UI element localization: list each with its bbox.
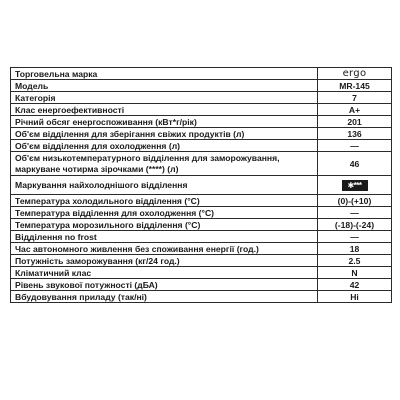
table-row-chill-volume — [11, 140, 392, 152]
annual-consumption-value: 201 — [318, 116, 392, 128]
table-row-no-frost — [11, 231, 392, 243]
table-row-brand — [11, 68, 392, 80]
table-row-autonomy — [11, 243, 392, 255]
table-row-category — [11, 92, 392, 104]
table-row-chill-temp — [11, 207, 392, 219]
category-value: 7 — [318, 92, 392, 104]
built-in-label: Вбудовування приладу (так/ні) — [11, 291, 318, 303]
built-in-value: Ні — [318, 291, 392, 303]
fridge-temp-value: (0)-(+10) — [318, 195, 392, 207]
annual-consumption-label: Річний обсяг енергоспоживання (кВт*г/рік) — [11, 116, 318, 128]
table-row-freezer-temp — [11, 219, 392, 231]
fresh-volume-value: 136 — [318, 128, 392, 140]
noise-value: 42 — [318, 279, 392, 291]
fridge-temp-label: Температура холодильного відділення (°C) — [11, 195, 318, 207]
no-frost-label: Відділення no frost — [11, 231, 318, 243]
autonomy-label: Час автономного живлення без споживання енергії (год.) — [11, 243, 318, 255]
noise-label: Рівень звукової потужності (дБА) — [11, 279, 318, 291]
table-row-marking — [11, 176, 392, 195]
spec-table — [10, 67, 392, 303]
table-row-fresh-volume — [11, 128, 392, 140]
table-row-energy-class — [11, 104, 392, 116]
table-row-noise — [11, 279, 392, 291]
energy-class-label: Клас енергоефективності — [11, 104, 318, 116]
table-row-fridge-temp — [11, 195, 392, 207]
chill-volume-value: — — [318, 140, 392, 152]
table-row-annual-consumption — [11, 116, 392, 128]
climate-class-value: N — [318, 267, 392, 279]
chill-volume-label: Об'єм відділення для охолодження (л) — [11, 140, 318, 152]
freezer-temp-value: (-18)-(-24) — [318, 219, 392, 231]
energy-class-value: A+ — [318, 104, 392, 116]
autonomy-value: 18 — [318, 243, 392, 255]
table-row-freezer-volume — [11, 152, 392, 176]
four-star-freezer-icon: ✱*** — [342, 180, 368, 191]
chill-temp-label: Температура відділення для охолодження (°C) — [11, 207, 318, 219]
brand-label: Торговельна марка — [11, 68, 318, 80]
table-row-freezing-capacity — [11, 255, 392, 267]
climate-class-label: Кліматичний клас — [11, 267, 318, 279]
table-row-model — [11, 80, 392, 92]
model-value: MR-145 — [318, 80, 392, 92]
freezer-temp-label: Температура морозильного відділення (°C) — [11, 219, 318, 231]
brand-logo: ergo — [342, 68, 367, 79]
table-row-built-in — [11, 291, 392, 303]
freezer-volume-label: Об'єм низькотемпературного відділення для заморожування, маркуване чотирма зірочками (****) (л) — [11, 152, 318, 176]
freezer-volume-value: 46 — [318, 152, 392, 176]
freezing-capacity-value: 2.5 — [318, 255, 392, 267]
fresh-volume-label: Об'єм відділення для зберігання свіжих продуктів (л) — [11, 128, 318, 140]
model-label: Модель — [11, 80, 318, 92]
category-label: Категорія — [11, 92, 318, 104]
freezing-capacity-label: Потужність заморожування (кг/24 год.) — [11, 255, 318, 267]
marking-label: Маркування найхолоднішого відділення — [11, 176, 318, 195]
no-frost-value: — — [318, 231, 392, 243]
chill-temp-value: — — [318, 207, 392, 219]
table-row-climate-class — [11, 267, 392, 279]
